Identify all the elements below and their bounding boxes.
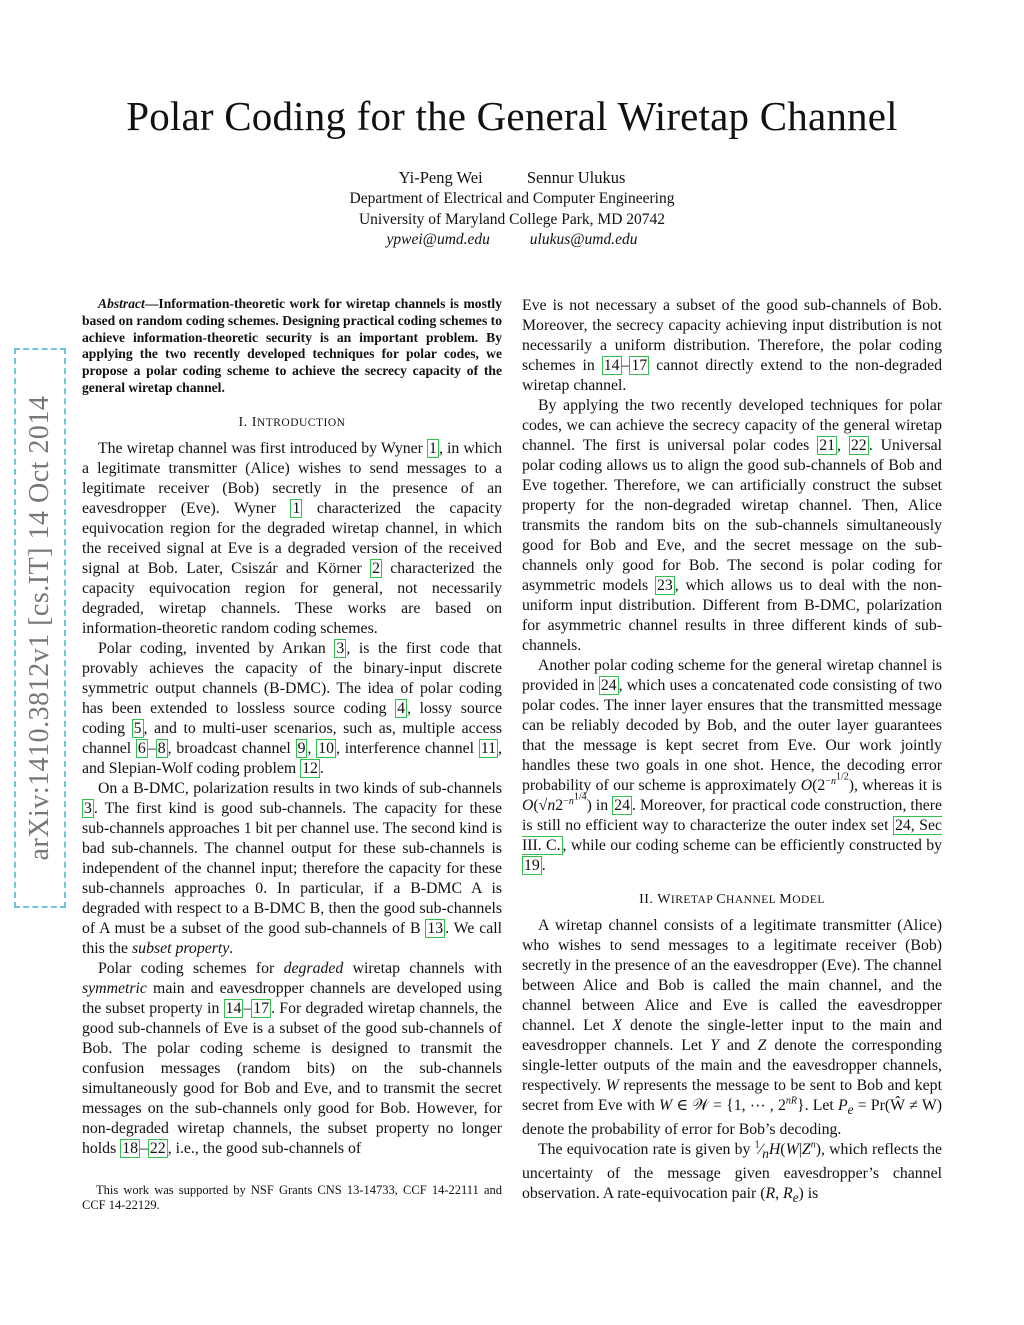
citation-link[interactable]: 6 <box>137 739 146 757</box>
email[interactable]: ypwei@umd.edu <box>386 231 490 248</box>
citation-link[interactable]: 12 <box>302 759 318 777</box>
citation-link[interactable]: 24 <box>600 677 617 694</box>
citation-link[interactable]: 14 <box>603 357 620 374</box>
abstract-text: —Information-theoretic work for wiretap channels is mostly based on random coding schemes. Designing practical coding schemes to achieve information-theoretic security is an important problem. By applying the two recently developed techniques for polar codes, we propose a polar coding scheme to achieve the secrecy capacity of the general wiretap channel. <box>82 296 502 395</box>
left-column <box>82 296 502 1159</box>
paragraph: Polar coding schemes for degraded wiretap channels with symmetric main and eavesdropper channels are developed using the subset property in 14 – 17 . For degraded wiretap channels, the good sub-channels of Eve is a subset of the good sub-channels of Bob. The polar coding scheme is designed to transmit the confusion messages (random bits) on the sub-channels simultaneously good for Bob and Eve, and to transmit the secret messages on the sub-channels only good for Bob. However, for non-degraded wiretap channels, the subset property no longer holds 18 – 22 , i.e., the good sub-channels of <box>82 959 502 1157</box>
right-column <box>522 296 942 1208</box>
paragraph: The wiretap channel was first introduced by Wyner 1 , in which a legitimate transmitter (Alice) wishes to send messages to a legitimate receiver (Bob) secretly in the presence of an eavesdropper (Eve). Wyner 1 characterized the capacity equivocation region for the degraded wiretap channel, in which the received signal at Eve is a degraded version of the received signal at Bob. Later, Csiszár and Körner 2 characterized the capacity equivocation region for general, not necessarily degraded, wiretap channels. These works are based on information-theoretic random coding schemes. <box>82 439 503 637</box>
citation-link[interactable]: 24 <box>614 797 631 814</box>
citation-link[interactable]: 21 <box>819 437 835 454</box>
abstract-label: Abstract <box>98 296 145 311</box>
citation-link[interactable]: 10 <box>318 739 334 757</box>
citation-link[interactable]: 5 <box>133 719 142 737</box>
citation-link[interactable]: 24, Sec III. C. <box>522 817 942 854</box>
paragraph: On a B-DMC, polarization results in two kinds of sub-channels 3 . The first kind is good sub-channels. The capacity for these sub-channels approaches 1 bit per channel use. The second kind is bad sub-channels. The channel output for these sub-channels is independent of the channel input; therefore the capacity for these sub-channels approaches 0. In particular, if a B-DMC A is degraded with respect to a B-DMC B, then the good sub-channels of A must be a subset of the good sub-channels of B 13 . We call this the subset property. <box>82 779 502 957</box>
citation-link[interactable]: 1 <box>292 499 301 517</box>
citation-link[interactable]: 4 <box>397 699 406 717</box>
email[interactable]: ulukus@umd.edu <box>529 231 638 248</box>
citation-link[interactable]: 17 <box>253 999 270 1017</box>
citation-link[interactable]: 11 <box>480 739 497 757</box>
citation-link[interactable]: 3 <box>336 639 345 657</box>
footnote: This work was supported by NSF Grants CNS 13-14733, CCF 14-22111 and CCF 14-22129. <box>82 1183 502 1212</box>
citation-link[interactable]: 22 <box>149 1139 166 1157</box>
author-list <box>0 168 1024 188</box>
citation-link[interactable]: 22 <box>850 437 867 454</box>
citation-link[interactable]: 18 <box>122 1139 138 1157</box>
citation-link[interactable]: 3 <box>84 799 92 817</box>
affiliation-university: University of Maryland College Park, MD 20742 <box>358 211 666 228</box>
paper-title: Polar Coding for the General Wiretap Channel <box>126 93 898 139</box>
section-heading-wiretap-model: II. WIRETAP CHANNEL MODEL <box>639 892 825 907</box>
arxiv-stamp[interactable]: arXiv:1410.3812v1 [cs.IT] 14 Oct 2014 <box>24 395 55 861</box>
citation-link[interactable]: 2 <box>372 559 380 577</box>
citation-link[interactable]: 23 <box>656 577 673 594</box>
citation-link[interactable]: 13 <box>427 919 444 937</box>
affiliation-department: Department of Electrical and Computer Engineering <box>349 190 675 207</box>
paragraph: Polar coding, invented by Arıkan 3 , is the first code that provably achieves the capacity of the binary-input discrete symmetric output channels (B-DMC). The idea of polar coding has been extended to lossless source coding 4 , lossy source coding 5 , and to multi-user scenarios, such as, multiple access channel 6 – 8 , broadcast channel 9 , 10 , interference channel 11 , and Slepian-Wolf coding problem 12 . <box>82 639 502 777</box>
author-emails <box>0 231 1024 249</box>
paragraph: By applying the two recently developed techniques for polar codes, we can achieve the secrecy capacity of the general wiretap channel. The first is universal polar codes 21 , 22 . Universal polar coding allows us to align the good sub-channels of Bob and Eve together. Therefore, we can artificially construct the subset property for the non-degraded wiretap channel. Then, Alice transmits the random bits on the sub-channels simultaneously good for Bob and Eve, and the secret message on the sub-channels only good for Bob. The second is polar coding for asymmetric models 23 , which allows us to deal with the non-uniform input distribution. Different from B-DMC, polarization for asymmetric channel results in three different kinds of sub-channels. <box>522 397 942 654</box>
section-heading-introduction: I. INTRODUCTION <box>238 414 346 430</box>
paragraph: The equivocation rate is given by $^1⁄_nH(W|Z^n)$, which reflects the uncertainty of the message given eavesdropper’s channel observation. A rate-equivocation pair (R, $R_e$) is <box>522 1139 942 1206</box>
citation-link[interactable]: 1 <box>429 439 437 457</box>
paragraph: Eve is not necessary a subset of the good sub-channels of Bob. Moreover, the secrecy capacity achieving input distribution is not necessarily a uniform distribution. Therefore, the polar coding schemes in 14 – 17 cannot directly extend to the non-degraded wiretap channel. <box>522 297 943 394</box>
citation-link[interactable]: 19 <box>524 857 540 874</box>
citation-link[interactable]: 9 <box>297 739 306 757</box>
author-name: Sennur Ulukus <box>526 168 626 187</box>
citation-link[interactable]: 17 <box>631 357 648 374</box>
paragraph: Another polar coding scheme for the general wiretap channel is provided in 24 , which uses a concatenated code consisting of two polar codes. The inner layer ensures that the transmitted message can be reliably decoded by Bob, and the outer layer guarantees that the message is kept secret from Eve. Our work jointly handles these two goals in one shot. Hence, the decoding error probability of our scheme is approximately $O(2^{-n^{1/2}})$, whereas it is $O(√n2^{-n^{1/4}})$ in 24 . Moreover, for practical code construction, there is still no efficient way to characterize the outer index set 24, Sec III. C. , while our coding scheme can be efficiently constructed by 19 . <box>522 657 943 874</box>
abstract <box>82 296 502 397</box>
paragraph: A wiretap channel consists of a legitimate transmitter (Alice) who wishes to send messages to a legitimate receiver (Bob) secretly in the presence of an the eavesdropper (Eve). The channel between Alice and Bob is called the main channel, and the channel between Alice and Eve is called the eavesdropper channel. Let X denote the single-letter input to the main and eavesdropper channels. Let Y and Z denote the corresponding single-letter outputs of the main and the eavesdropper channels, respectively. W represents the message to be sent to Bob and kept secret from Eve with W ∈ 𝒲 = {1, ⋯ , $2^{nR}$}. Let $P_e$ = Pr(Ŵ ≠ W) denote the probability of error for Bob’s decoding. <box>522 917 942 1139</box>
author-name: Yi-Peng Wei <box>398 168 483 187</box>
citation-link[interactable]: 14 <box>225 999 242 1017</box>
citation-link[interactable]: 8 <box>157 739 166 757</box>
